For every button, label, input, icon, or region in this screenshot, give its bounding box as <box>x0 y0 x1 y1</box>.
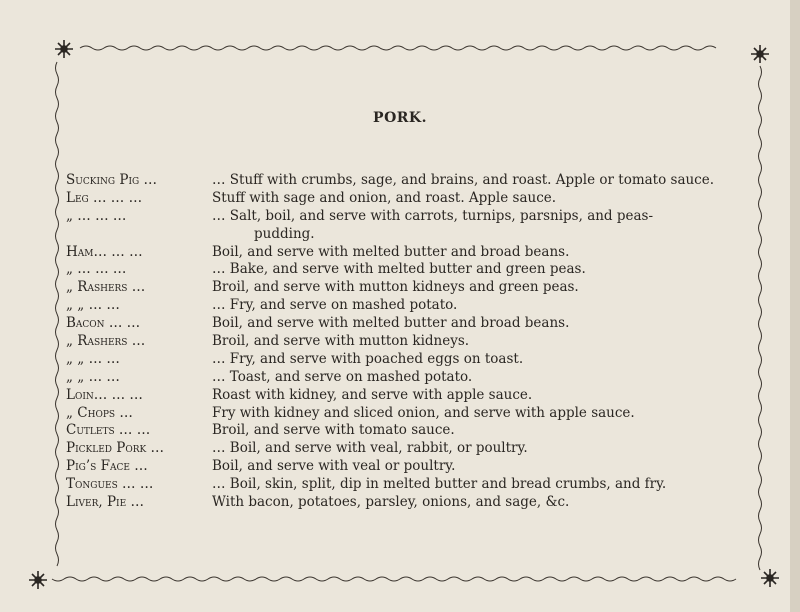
list-item <box>66 190 746 208</box>
item-description: Boil, and serve with melted butter and broad beans. <box>212 315 570 332</box>
item-label: „ Rashers … <box>66 333 146 350</box>
list-item <box>66 405 746 423</box>
list-item <box>66 458 746 476</box>
list-item <box>66 297 746 315</box>
item-description: With bacon, potatoes, parsley, onions, and sage, &c. <box>212 494 570 511</box>
item-label: Liver, Pie … <box>66 494 144 511</box>
list-item <box>66 244 746 262</box>
item-description: Broil, and serve with mutton kidneys and green peas. <box>212 279 579 296</box>
item-description: … Boil, skin, split, dip in melted butter and bread crumbs, and fry. <box>212 476 667 493</box>
item-label: Tongues … … <box>66 476 154 493</box>
left-border-line <box>56 62 59 566</box>
list-item <box>66 494 746 512</box>
item-description: … Stuff with crumbs, sage, and brains, and roast. Apple or tomato sauce. <box>212 172 715 188</box>
list-item <box>66 440 746 458</box>
list-item <box>66 387 746 405</box>
list-item <box>66 351 746 369</box>
section-title: PORK. <box>373 110 427 126</box>
item-label: Pickled Pork … <box>66 440 165 457</box>
item-label: Cutlets … … <box>66 422 151 439</box>
item-description: Broil, and serve with tomato sauce. <box>212 422 455 439</box>
item-description: Broil, and serve with mutton kidneys. <box>212 333 470 350</box>
item-description: Boil, and serve with melted butter and broad beans. <box>212 243 570 260</box>
top-border-line <box>80 46 716 50</box>
list-item <box>66 422 746 440</box>
list-item <box>66 172 746 190</box>
item-label: Loin… … … <box>66 386 143 403</box>
corner-ornament-top-right <box>751 45 769 63</box>
item-description: … Toast, and serve on mashed potato. <box>212 368 473 385</box>
item-label: „ Rashers … <box>66 279 146 296</box>
item-description-line: … Salt, boil, and serve with carrots, turnips, parsnips, and peas- <box>212 207 654 224</box>
item-label: Leg … … … <box>66 189 143 206</box>
right-border-line <box>759 66 762 570</box>
item-label: Ham… … … <box>66 243 143 260</box>
item-label: „ Chops … <box>66 404 133 421</box>
corner-ornament-bottom-right <box>761 569 779 587</box>
item-label: Bacon … … <box>66 315 141 332</box>
item-description: Boil, and serve with veal or poultry. <box>212 458 456 475</box>
list-item <box>66 369 746 387</box>
bottom-border-line <box>52 577 736 581</box>
item-label: „ „ … … <box>66 297 120 314</box>
item-description: Roast with kidney, and serve with apple sauce. <box>212 386 533 403</box>
item-description: … Bake, and serve with melted butter and green peas. <box>212 261 586 278</box>
item-description <box>212 208 746 244</box>
list-item <box>66 208 746 244</box>
item-description-continuation: pudding. <box>254 225 315 242</box>
item-label: Sucking Pig … <box>66 172 157 188</box>
item-label: „ … … … <box>66 261 127 278</box>
item-description: … Boil, and serve with veal, rabbit, or poultry. <box>212 440 528 457</box>
item-description: Stuff with sage and onion, and roast. Apple sauce. <box>212 189 557 206</box>
list-item <box>66 476 746 494</box>
item-description: Fry with kidney and sliced onion, and serve with apple sauce. <box>212 404 635 421</box>
corner-ornament-bottom-left <box>29 571 47 589</box>
list-item <box>66 333 746 351</box>
list-item <box>66 315 746 333</box>
item-label: „ „ … … <box>66 350 120 367</box>
page-edge-shadow <box>790 0 800 612</box>
item-description: … Fry, and serve on mashed potato. <box>212 297 458 314</box>
list-item <box>66 261 746 279</box>
corner-ornament-top-left <box>55 40 73 58</box>
item-label: „ … … … <box>66 207 127 224</box>
item-description: … Fry, and serve with poached eggs on toast. <box>212 350 524 367</box>
recipe-list <box>66 172 746 512</box>
item-label: „ „ … … <box>66 368 120 385</box>
list-item <box>66 279 746 297</box>
item-label: Pig’s Face … <box>66 458 148 475</box>
